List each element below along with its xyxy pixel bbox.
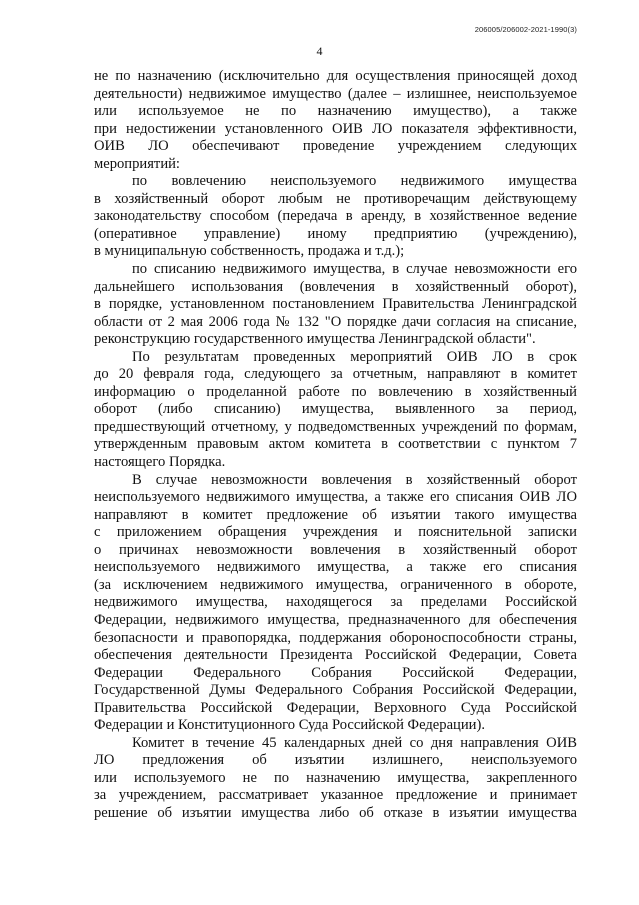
text-line: (за исключением недвижимого имущества, ограниченного в обороте, bbox=[94, 576, 577, 593]
text-line: или используемое не по назначению имущество), а также bbox=[94, 103, 577, 120]
text-line: Федерации и Конституционного Суда Российской Федерации). bbox=[94, 717, 485, 734]
text-line: неиспользуемого недвижимого имущества, а также его списания bbox=[94, 559, 577, 576]
text-line: по списанию недвижимого имущества, в случае невозможности его bbox=[132, 261, 577, 278]
text-line: в порядке, установленном постановлением Правительства Ленинградской bbox=[94, 296, 577, 313]
text-line: с приложением обращения учреждения и пояснительной записки bbox=[94, 524, 577, 541]
text-line: безопасности и правопорядка, поддержания обороноспособности страны, bbox=[94, 629, 577, 646]
text-line: предшествующий отчетному, у подведомственных учреждений по формам, bbox=[94, 418, 577, 435]
text-line: в хозяйственный оборот любым не противоречащим действующему bbox=[94, 190, 577, 207]
text-line: не по назначению (исключительно для осуществления приносящей доход bbox=[94, 68, 577, 84]
text-line: Федерации, недвижимого имущества, предназначенного для обеспечения bbox=[94, 611, 577, 628]
text-line: информацию о проделанной работе по вовлечению в хозяйственный bbox=[94, 383, 577, 400]
text-line: Правительства Российской Федерации, Верховного Суда Российской bbox=[94, 699, 577, 716]
text-line: ЛО предложения об изъятии излишнего, неиспользуемого bbox=[94, 752, 577, 769]
text-line: до 20 февраля года, следующего за отчетным, направляют в комитет bbox=[94, 366, 577, 383]
text-line: направляют в комитет предложение об изъятии такого имущества bbox=[94, 506, 577, 523]
text-line: по вовлечению неиспользуемого недвижимого имущества bbox=[132, 173, 577, 190]
text-line: о причинах невозможности вовлечения в хозяйственный оборот bbox=[94, 541, 577, 558]
text-line: за учреждением, рассматривает указанное предложение и принимает bbox=[94, 787, 577, 804]
text-line: (оперативное управление) иному предприятию (учреждению), bbox=[94, 225, 577, 242]
text-line: дальнейшего использования (вовлечения в хозяйственный оборот), bbox=[94, 278, 577, 295]
document-body bbox=[94, 68, 577, 823]
text-line: В случае невозможности вовлечения в хозяйственный оборот bbox=[132, 471, 577, 488]
text-line: утвержденным правовым актом комитета в соответствии с пунктом 7 bbox=[94, 436, 577, 453]
text-line: Федерации Федерального Собрания Российской Федерации, bbox=[94, 664, 577, 681]
text-line: в муниципальную собственность, продажа и т.д.); bbox=[94, 243, 405, 260]
text-line: или используемого не по назначению имущества, закрепленного bbox=[94, 769, 577, 786]
text-line: оборот (либо списанию) имущества, выявленного за период, bbox=[94, 401, 577, 418]
page-number: 4 bbox=[316, 44, 323, 58]
text-line: Государственной Думы Федерального Собрания Российской Федерации, bbox=[94, 682, 577, 699]
text-line: По результатам проведенных мероприятий ОИВ ЛО в срок bbox=[132, 348, 577, 365]
document-registration-number: 206005/206002-2021-1990(3) bbox=[474, 25, 577, 34]
text-line: области от 2 мая 2006 года № 132 "О порядке дачи согласия на списание, bbox=[94, 313, 577, 330]
text-line: законодательству способом (передача в аренду, в хозяйственное ведение bbox=[94, 208, 577, 225]
text-line: решение об изъятии имущества либо об отказе в изъятии имущества bbox=[94, 804, 577, 821]
text-line: настоящего Порядка. bbox=[94, 454, 226, 471]
text-line: недвижимого имущества, находящегося за пределами Российской bbox=[94, 594, 577, 611]
text-line: неиспользуемого недвижимого имущества, а также его списания ОИВ ЛО bbox=[94, 489, 577, 506]
text-line: реконструкцию государственного имущества Ленинградской области". bbox=[94, 331, 536, 348]
text-line: мероприятий: bbox=[94, 155, 180, 172]
text-line: Комитет в течение 45 календарных дней со дня направления ОИВ bbox=[132, 734, 577, 751]
text-line: ОИВ ЛО обеспечивают проведение учреждением следующих bbox=[94, 138, 577, 155]
text-line: деятельности) недвижимое имущество (далее – излишнее, неиспользуемое bbox=[94, 85, 577, 102]
text-line: при недостижении установленного ОИВ ЛО показателя эффективности, bbox=[94, 120, 577, 137]
text-line: обеспечения деятельности Президента Российской Федерации, Совета bbox=[94, 647, 577, 664]
